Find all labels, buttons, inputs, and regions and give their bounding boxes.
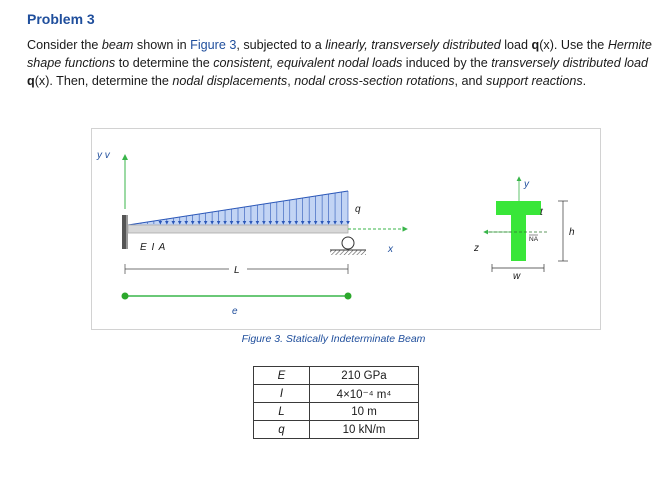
y-axis-label: y v — [97, 150, 110, 161]
property-value: 210 GPa — [310, 367, 419, 385]
node-1 — [122, 293, 129, 300]
table-row — [254, 367, 419, 385]
table-row — [254, 385, 419, 403]
table-row — [254, 421, 419, 439]
property-value: 10 m — [310, 403, 419, 421]
neutral-axis-label: NA — [529, 236, 539, 243]
ground-hatch — [330, 250, 366, 255]
t-section-flange — [496, 201, 541, 215]
beam-body — [128, 225, 348, 233]
section-z-label: z — [474, 243, 479, 254]
property-symbol: q — [254, 421, 310, 439]
figure-reference-link[interactable]: Figure 3 — [190, 38, 237, 52]
t-section-web — [511, 215, 526, 261]
flange-thickness-label: t — [540, 207, 543, 218]
x-axis-label: x — [388, 244, 393, 255]
property-value: 10 kN/m — [310, 421, 419, 439]
length-label: L — [234, 265, 240, 276]
beam-figure — [91, 128, 601, 330]
section-y-label: y — [524, 179, 529, 190]
height-label: h — [569, 227, 575, 238]
figure-caption: Figure 3. Statically Indeterminate Beam — [241, 333, 426, 345]
problem-statement: Consider the beam shown in Figure 3, subjected to a linearly, transversely distributed load q(x). Use the Hermite shape functions to determine the consistent, equivalent nodal loads induced by the transversely distributed load q(x). Then, determine the nodal displacements, nodal cross-section rotations, and support reactions. — [27, 38, 652, 88]
roller-support — [342, 237, 354, 249]
node-2 — [345, 293, 352, 300]
beam-properties-label: E I A — [140, 242, 167, 253]
properties-table — [253, 366, 419, 439]
property-symbol: E — [254, 367, 310, 385]
problem-title: Problem 3 — [27, 11, 95, 27]
property-value: 4×10⁻⁴ m⁴ — [310, 385, 419, 403]
table-row — [254, 403, 419, 421]
property-symbol: I — [254, 385, 310, 403]
width-label: w — [513, 271, 521, 282]
element-label: e — [232, 306, 238, 317]
beam-diagram — [92, 129, 600, 329]
q-label: q — [355, 204, 361, 215]
property-symbol: L — [254, 403, 310, 421]
